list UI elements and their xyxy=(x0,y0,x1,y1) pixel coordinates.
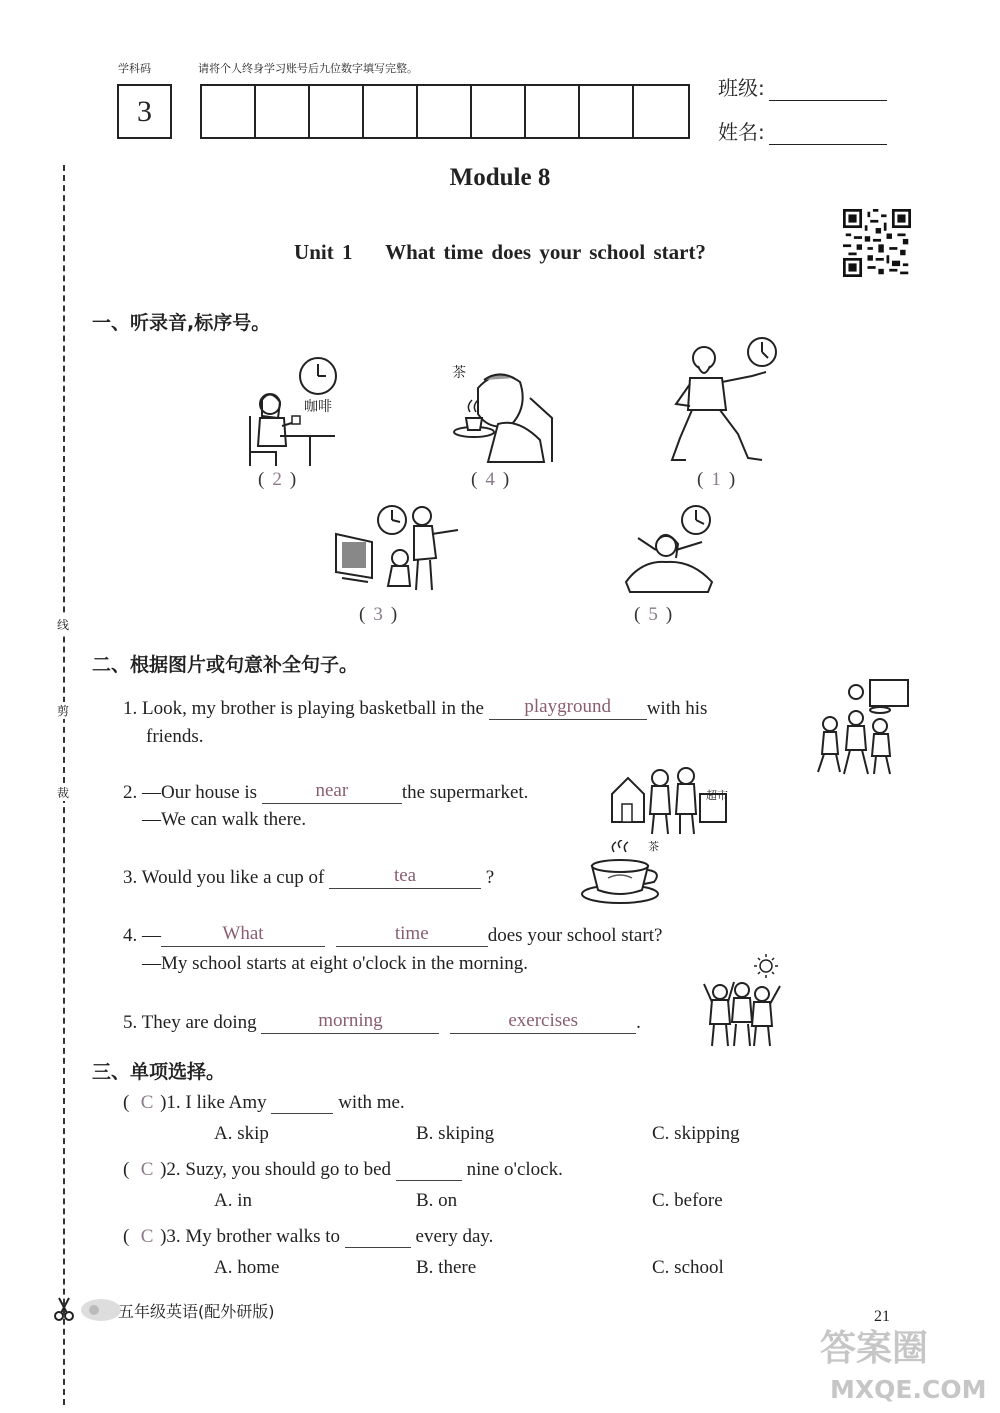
option-b[interactable]: B. on xyxy=(416,1190,458,1211)
account-digit-box[interactable] xyxy=(310,86,364,137)
account-digit-box[interactable] xyxy=(472,86,526,137)
question-text: . xyxy=(636,1012,641,1033)
option-a[interactable]: A. in xyxy=(214,1190,252,1211)
question-text: 2. —Our house is xyxy=(123,782,258,803)
cut-line-char: 裁 xyxy=(54,784,72,801)
man-doing-taichi-image xyxy=(668,334,784,466)
question-text: nine o'clock. xyxy=(466,1159,563,1180)
question-text: )3. My brother walks to xyxy=(160,1226,341,1247)
question-5 xyxy=(123,1010,641,1034)
option-b[interactable]: B. there xyxy=(416,1257,477,1278)
answer-value: 3 xyxy=(373,604,391,625)
account-digit-box[interactable] xyxy=(526,86,580,137)
answer-blank[interactable] xyxy=(271,1090,333,1114)
account-digit-box[interactable] xyxy=(580,86,634,137)
question-3 xyxy=(123,865,494,889)
answer-blank[interactable]: morning xyxy=(261,1010,439,1034)
badge-decoration-icon xyxy=(80,1298,122,1322)
question-text: 5. They are doing xyxy=(123,1012,257,1033)
option-b[interactable]: B. skiping xyxy=(416,1123,495,1144)
basketball-kids-image xyxy=(812,676,912,778)
answer-blank[interactable]: exercises xyxy=(450,1010,636,1034)
option-a[interactable]: A. home xyxy=(214,1257,280,1278)
option-c[interactable]: C. before xyxy=(652,1190,723,1211)
qr-code-icon[interactable] xyxy=(843,209,911,277)
girl-waking-up-image xyxy=(622,502,720,596)
choice-answer[interactable]: C xyxy=(140,1226,154,1247)
question-text: does your school start? xyxy=(487,925,663,946)
account-digit-box[interactable] xyxy=(418,86,472,137)
tea-caption: 茶 xyxy=(452,365,466,381)
question-4 xyxy=(123,923,662,947)
question-text: )2. Suzy, you should go to bed xyxy=(160,1159,392,1180)
child-watching-tv-image xyxy=(322,502,464,594)
answer-value: 2 xyxy=(272,469,290,490)
section1-heading: 一、听录音,标序号。 xyxy=(92,312,271,334)
choice-question-1: ( C )1. I like Amy with me. xyxy=(123,1092,405,1113)
scissors-icon xyxy=(53,1296,75,1322)
coffee-caption: 咖啡 xyxy=(304,399,332,415)
choice-answer[interactable]: C xyxy=(140,1159,154,1180)
answer-paren: (3) xyxy=(359,604,406,625)
question-text: every day. xyxy=(415,1226,494,1247)
choice-answer[interactable]: C xyxy=(140,1092,154,1113)
question-text: with his xyxy=(646,698,708,719)
class-input-line[interactable] xyxy=(769,79,887,101)
answer-value: 4 xyxy=(485,469,503,490)
subject-code-box xyxy=(117,84,172,139)
answer-value: 5 xyxy=(648,604,666,625)
account-instruction: 请将个人终身学习账号后九位数字填写完整。 xyxy=(198,62,418,75)
module-title: Module 8 xyxy=(449,164,551,191)
answer-value: 1 xyxy=(711,469,729,490)
choice-question-2: ( C )2. Suzy, you should go to bed nine o'clock. xyxy=(123,1159,563,1180)
watermark: 答案圈 xyxy=(820,1328,929,1369)
option-c[interactable]: C. school xyxy=(652,1257,724,1278)
subject-code-label: 学科码 xyxy=(118,62,151,75)
answer-paren: (5) xyxy=(634,604,681,625)
answer-blank[interactable]: near xyxy=(262,780,402,804)
answer-paren: (4) xyxy=(471,469,518,490)
question-2 xyxy=(123,780,528,804)
cut-line-char: 线 xyxy=(54,616,72,633)
page-number: 21 xyxy=(874,1308,890,1325)
question-text: 1. Look, my brother is playing basketball in the xyxy=(123,698,484,719)
account-digit-box[interactable] xyxy=(256,86,310,137)
answer-blank[interactable] xyxy=(345,1224,411,1248)
answer-paren: (1) xyxy=(697,469,744,490)
tea-label: 茶 xyxy=(648,840,659,853)
answer-blank[interactable]: What xyxy=(161,923,325,947)
choice-question-3: ( C )3. My brother walks to every day. xyxy=(123,1226,494,1247)
question-text: the supermarket. xyxy=(401,782,529,803)
subject-code: 3 xyxy=(137,94,152,128)
answer-blank[interactable]: time xyxy=(336,923,488,947)
section3-heading: 三、单项选择。 xyxy=(92,1061,226,1083)
account-number-boxes[interactable] xyxy=(200,84,690,139)
answer-blank[interactable] xyxy=(396,1157,462,1181)
question-1 xyxy=(123,696,707,720)
unit-title: Unit 1 What time does your school start? xyxy=(294,240,706,264)
section2-heading: 二、根据图片或句意补全句子。 xyxy=(92,654,359,676)
question-text: )1. I like Amy xyxy=(160,1092,267,1113)
name-input-line[interactable] xyxy=(769,123,887,145)
question-2-line2: —We can walk there. xyxy=(142,809,307,830)
morning-exercises-image xyxy=(700,952,784,1050)
question-text: ? xyxy=(485,867,495,888)
account-digit-box[interactable] xyxy=(202,86,256,137)
class-label: 班级: xyxy=(718,76,765,100)
name-label: 姓名: xyxy=(718,120,765,144)
question-4-line2: —My school starts at eight o'clock in the morning. xyxy=(142,953,529,974)
book-badge xyxy=(80,1297,275,1323)
question-1-line2: friends. xyxy=(146,726,204,747)
question-text: 3. Would you like a cup of xyxy=(123,867,325,888)
answer-blank[interactable]: playground xyxy=(489,696,647,720)
name-field[interactable] xyxy=(718,116,887,145)
answer-blank[interactable]: tea xyxy=(329,865,481,889)
option-c[interactable]: C. skipping xyxy=(652,1123,740,1144)
account-digit-box[interactable] xyxy=(364,86,418,137)
answer-paren: (2) xyxy=(258,469,305,490)
book-title: 五年级英语(配外研版) xyxy=(118,1301,275,1321)
option-a[interactable]: A. skip xyxy=(214,1123,269,1144)
question-text: 4. — xyxy=(123,925,161,946)
question-text: with me. xyxy=(338,1092,405,1113)
account-digit-box[interactable] xyxy=(634,86,688,137)
watermark-url: MXQE.COM xyxy=(830,1375,987,1404)
class-field[interactable] xyxy=(718,72,887,101)
supermarket-sign: 超市 xyxy=(706,789,728,802)
cut-line-char: 剪 xyxy=(54,702,72,719)
